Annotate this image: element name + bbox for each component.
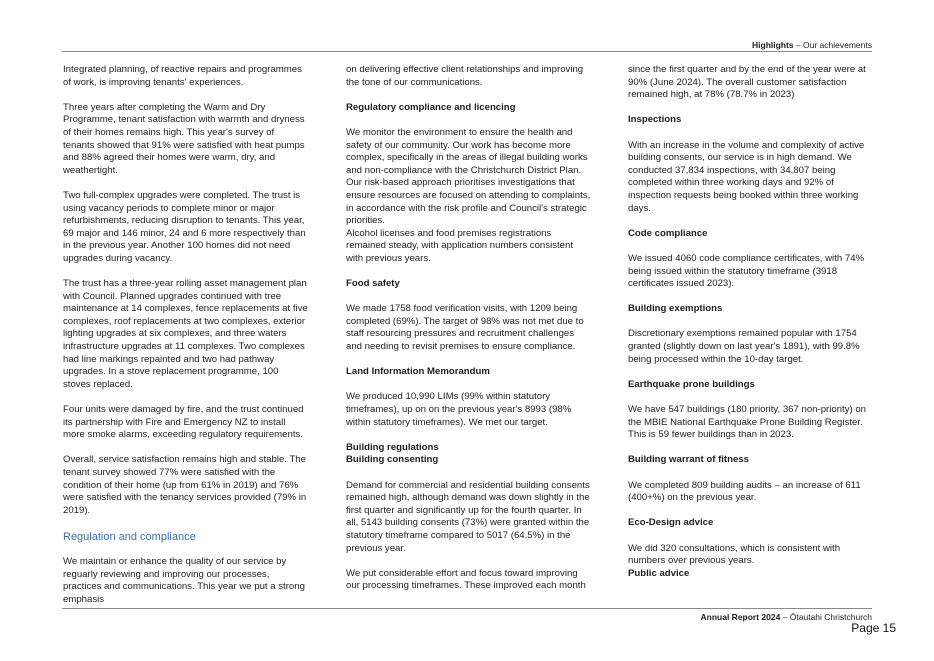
footer-subtitle: – Ōtautahi Christchurch (780, 612, 872, 622)
paragraph: Discretionary exemptions remained popular with 1754 granted (slightly down on last year's 1891), with 99.8% being processed within the 10-day target. (628, 328, 860, 365)
paragraph: Two full-complex upgrades were completed. The trust is using vacancy periods to complete minor or major refurbishments, reducing disruption to tenants. This year, 69 major and 146 minor, 24 and 6 more respectively than in the previous year. Another 100 homes did not need upgrades during vacancy. (63, 189, 306, 264)
subheading: Eco-Design advice (628, 517, 714, 529)
subheading: Regulatory compliance and licencing (346, 101, 516, 113)
subheading: Public advice (628, 567, 690, 579)
header-section-title: Highlights (752, 40, 794, 50)
column-1 (63, 64, 308, 619)
paragraph: We issued 4060 code compliance certificates, with 74% being issued within the statutory timeframe (3918 certificates issued 2023). (628, 252, 865, 290)
subheading: Code compliance (628, 227, 708, 239)
paragraph: We did 320 consultations, which is consistent with numbers over previous years. (628, 542, 841, 567)
subheading: Building warrant of fitness (628, 454, 749, 466)
footer-divider (62, 608, 872, 609)
subheading: Building exemptions (628, 303, 723, 315)
subheading: Earthquake prone buildings (628, 378, 755, 390)
column-2 (346, 64, 591, 606)
column-3 (628, 64, 873, 580)
paragraph: We monitor the environment to ensure the health and safety of our community. Our work has become more complex, specifically in the areas of illegal building works and non-compliance with the Christchurch District Plan. Our risk-based approach prioritises investigations that ensure resources are focused on attending to complaints, in accordance with the risk profile and Council's strategic priorities. (346, 126, 591, 227)
paragraph: since the first quarter and by the end of the year were at 90% (June 2024). The overall customer satisfaction remained high, at 78% (78.7% in 2023) (628, 64, 866, 101)
paragraph: We made 1758 food verification visits, with 1209 being completed (69%). The target of 98% was not met due to staff resourcing pressures and recruitment challenges and needing to revisit premises to ensure compliance. (346, 303, 584, 353)
page-number: Page 15 (851, 621, 896, 635)
running-footer (701, 612, 872, 622)
paragraph: Overall, service satisfaction remains high and stable. The tenant survey showed 77% were satisfied with the condition of their home (up from 61% in 2019) and 76% were satisfied with the tenancy services provided (79% in 2019). (63, 454, 307, 516)
header-divider (62, 51, 872, 52)
paragraph: With an increase in the volume and complexity of active building consents, our service is in high demand. We conducted 37,834 inspections, with 34,807 being completed within three working days and 92% of inspection requests being booked within three working days. (628, 139, 865, 214)
subheading: Inspections (628, 114, 682, 126)
footer-report-title: Annual Report 2024 (700, 612, 781, 622)
paragraph: Demand for commercial and residential building consents remained high, although demand was down slightly in the first quarter and significantly up for the fourth quarter. In all, 5143 building consents (73%) were granted within the statutory timeframe compared to 5017 (64.5%) in the previous year. (346, 479, 590, 554)
paragraph: We produced 10,990 LIMs (99% within statutory timeframes), up on on the previous year's 8993 (98% within statutory timeframes). We met our target. (346, 391, 572, 428)
header-subtitle: – Our achievements (793, 40, 872, 50)
subheading: Food safety (346, 278, 400, 290)
paragraph: Alcohol licenses and food premises registrations remained steady, with application numbers consistent with previous years. (346, 227, 573, 264)
paragraph: We put considerable effort and focus toward improving our processing timeframes. These improved each month (346, 567, 586, 592)
subheading: Building regulations (346, 441, 439, 453)
paragraph: We maintain or enhance the quality of our service by reguarly reviewing and improving our processes, practices and communications. This year we put a strong emphasis (63, 555, 305, 605)
paragraph: The trust has a three-year rolling asset management plan with Council. Planned upgrades continued with tree maintenance at 14 complexes, fence replacements at five complexes, roof replacements at two complexes, exterior lighting upgrades at six complexes, and three waters infrastructure upgrades at 11 complexes. Two complexes had line markings repainted and two had pathway upgrades. In a stove replacement programme, 100 stoves replaced. (63, 278, 308, 390)
paragraph: on delivering effective client relationships and improving the tone of our communications. (346, 64, 584, 88)
paragraph: Three years after completing the Warm and Dry Programme, tenant satisfaction with warmth and dryness of their homes remains high. This year's survey of tenants showed that 91% were satisfied with heat pumps and 88% agreed their homes were warm, dry, and weathertight. (63, 101, 305, 176)
section-heading: Regulation and compliance (63, 530, 196, 543)
paragraph: Four units were damaged by fire, and the trust continued its partnership with Fire and Emergency NZ to install more smoke alarms, exceeding regulatory requirements. (63, 404, 304, 441)
subheading: Building consenting (346, 454, 439, 466)
paragraph: We completed 809 building audits – an increase of 611 (400+%) on the previous year. (628, 479, 861, 504)
paragraph: Integrated planning, of reactive repairs and programmes of work, is improving tenants' experiences. (63, 64, 302, 88)
paragraph: We have 547 buildings (180 priority, 367 non-priority) on the MBIE National Earthquake Prone Building Register. This is 59 fewer buildings than in 2023. (628, 404, 867, 441)
running-header (752, 40, 872, 50)
subheading: Land Information Memorandum (346, 366, 490, 378)
